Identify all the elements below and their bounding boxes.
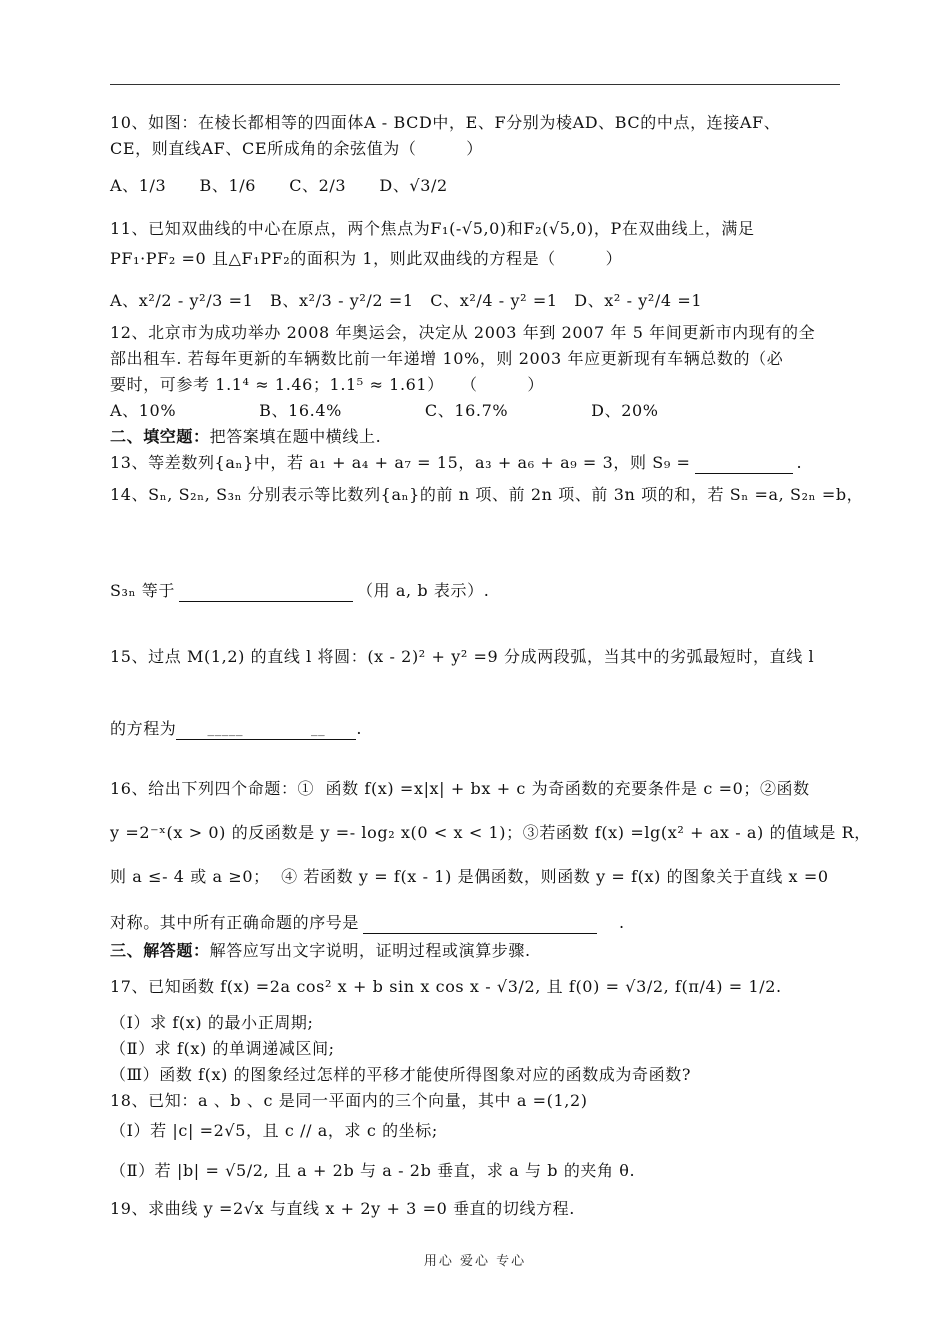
- page-footer: 用心 爱心 专心: [423, 1254, 527, 1269]
- q16-answer-blank[interactable]: [363, 915, 597, 934]
- section3-heading: [110, 940, 531, 962]
- header-rule: [110, 84, 840, 85]
- q18-line1: 18、已知：a 、b 、c 是同一平面内的三个向量，其中 a =(1,2): [110, 1091, 588, 1110]
- q16-line4: [110, 912, 625, 934]
- q13-end: .: [796, 453, 803, 472]
- q13-text: 13、等差数列{aₙ}中，若 a₁ + a₄ + a₇ = 15，a₃ + a₆ + a₉ = 3，则 S₉ =: [110, 453, 691, 472]
- q14-line1: 14、Sₙ, S₂ₙ, S₃ₙ 分别表示等比数列{aₙ}的前 n 项、前 2n 项、前 3n 项的和，若 Sₙ =a, S₂ₙ =b，: [110, 485, 864, 504]
- q15-pre: 的方程为: [110, 719, 177, 738]
- q15-answer-blank[interactable]: _____ __: [176, 719, 356, 740]
- q10-line2: CE，则直线AF、CE所成角的余弦值为（ ）: [110, 139, 483, 158]
- q16-pre: 对称。其中所有正确命题的序号是: [110, 913, 360, 932]
- q11-line2: PF₁·PF₂ =0 且△F₁PF₂的面积为 1，则此双曲线的方程是（ ）: [110, 249, 623, 268]
- q12-line3: 要时，可参考 1.1⁴ ≈ 1.46；1.1⁵ ≈ 1.61） （ ）: [110, 375, 545, 394]
- q15-line1: 15、过点 M(1,2) 的直线 l 将圆：(x - 2)² + y² =9 分成两段弧，当其中的劣弧最短时，直线 l: [110, 647, 815, 666]
- q19-line: 19、求曲线 y =2√x 与直线 x + 2y + 3 =0 垂直的切线方程.: [110, 1199, 575, 1218]
- q18-part2: （Ⅱ）若 |b| = √5/2, 且 a + 2b 与 a - 2b 垂直，求 a 与 b 的夹角 θ.: [110, 1161, 636, 1180]
- q13-line: [110, 452, 802, 474]
- q17-part1: （Ⅰ）求 f(x) 的最小正周期;: [110, 1013, 314, 1032]
- q17-part3: （Ⅲ）函数 f(x) 的图象经过怎样的平移才能使所得图象对应的函数成为奇函数?: [110, 1065, 692, 1084]
- q11-options: A、x²/2 - y²/3 =1 B、x²/3 - y²/2 =1 C、x²/4 - y² =1 D、x² - y²/4 =1: [110, 291, 703, 310]
- q11-line1: 11、已知双曲线的中心在原点，两个焦点为F₁(-√5,0)和F₂(√5,0)，P在双曲线上，满足: [110, 219, 755, 238]
- q12-line1: 12、北京市为成功举办 2008 年奥运会，决定从 2003 年到 2007 年 5 年间更新市内现有的全: [110, 323, 816, 342]
- section2-heading: [110, 426, 381, 448]
- section2-title: 二、填空题：: [110, 427, 210, 446]
- q14-post: （用 a, b 表示）.: [356, 581, 490, 600]
- q14-pre: S₃ₙ 等于: [110, 581, 175, 600]
- section2-desc: 把答案填在题中横线上.: [209, 427, 382, 446]
- q18-part1: （Ⅰ）若 |c| =2√5，且 c // a，求 c 的坐标;: [110, 1121, 438, 1140]
- q14-answer-blank[interactable]: [179, 583, 353, 602]
- section3-title: 三、解答题：: [110, 941, 210, 960]
- q10-options: A、1/3 B、1/6 C、2/3 D、√3/2: [110, 176, 448, 195]
- q12-line2: 部出租车. 若每年更新的车辆数比前一年递增 10%，则 2003 年应更新现有车辆总数的（必: [110, 349, 784, 368]
- q17-part2: （Ⅱ）求 f(x) 的单调递减区间;: [110, 1039, 335, 1058]
- q16-line1: 16、给出下列四个命题：① 函数 f(x) =x|x| + bx + c 为奇函数的充要条件是 c =0；②函数: [110, 779, 810, 798]
- q15-line2: [110, 718, 362, 740]
- q17-line1: 17、已知函数 f(x) =2a cos² x + b sin x cos x - √3/2, 且 f(0) = √3/2, f(π/4) = 1/2.: [110, 977, 782, 996]
- q16-end: .: [619, 913, 625, 932]
- q12-options: A、10% B、16.4% C、16.7% D、20%: [110, 401, 659, 420]
- q16-line3: 则 a ≤- 4 或 a ≥0； ④ 若函数 y = f(x - 1) 是偶函数，则函数 y = f(x) 的图象关于直线 x =0: [110, 867, 829, 886]
- q14-line2: [110, 580, 489, 602]
- q10-line1: 10、如图：在棱长都相等的四面体A - BCD中，E、F分别为棱AD、BC的中点，连接AF、: [110, 113, 781, 132]
- q13-answer-blank[interactable]: [695, 455, 793, 474]
- q15-end: .: [356, 719, 363, 738]
- section3-desc: 解答应写出文字说明，证明过程或演算步骤.: [209, 941, 531, 960]
- q16-line2: y =2⁻ˣ(x > 0) 的反函数是 y =- log₂ x(0 < x < 1)；③若函数 f(x) =lg(x² + ax - a) 的值域是 R，: [110, 823, 871, 842]
